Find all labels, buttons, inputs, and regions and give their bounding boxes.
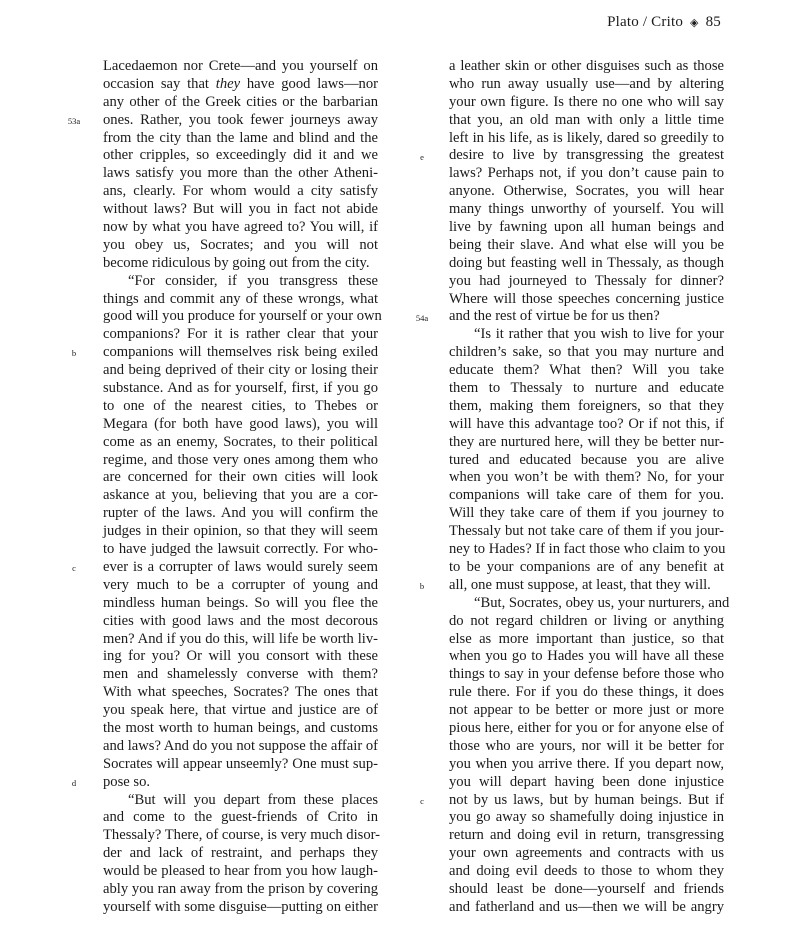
header-title: Plato / Crito [607, 14, 684, 30]
text-line: things and commit any of these wrongs, what [103, 290, 378, 307]
text-line: without laws? But will you in fact not abide [103, 201, 378, 218]
text-line: educate them? What then? Will you take [449, 362, 724, 379]
text-line: now by what you have agreed to? You will, if [103, 219, 378, 236]
text-line: left in his life, as is likely, dared so greedily to [449, 129, 724, 146]
text-line: “But will you depart from these places [128, 791, 378, 808]
text-line: other cripples, so exceedingly did it and we [103, 147, 378, 164]
text-line: you will depart having been done injustice [449, 773, 724, 790]
text-line: they are nurtured here, will they be better nur- [449, 433, 724, 450]
text-line: all, one must suppose, at least, that they will. [449, 576, 711, 593]
text-line: With what speeches, Socrates? The ones that [103, 684, 378, 701]
text-line: pose so. [103, 773, 151, 790]
text-line: a leather skin or other disguises such as those [449, 58, 724, 74]
text-line: tured and educated because you are alive [449, 451, 724, 468]
text-line: Where will those speeches concerning justice [449, 290, 724, 307]
text-line: companions will take care of them for you. [449, 487, 724, 504]
text-line: ones. Rather, you took fewer journeys away [103, 111, 378, 128]
text-line: doing but feasting well in Thessaly, as though [449, 254, 724, 271]
text-line: ing for you? Or will you consort with these [103, 648, 378, 665]
running-header [607, 14, 721, 31]
text-line: from the city than the lame and blind and the [103, 129, 378, 146]
text-line: and come to the guest-friends of Crito in [103, 809, 378, 826]
text-line: “For consider, if you transgress these [128, 272, 378, 289]
text-line: many things unworthy of yourself. You will [449, 201, 724, 218]
text-line: Megara (for both have good laws), you will [103, 415, 378, 432]
text-line: become ridiculous by going out from the city. [103, 254, 370, 271]
text-line: occasion say that they have good laws—nor [103, 75, 379, 92]
text-line: them to Thessaly to nurture and educate [449, 380, 724, 397]
text-line: companions will themselves risk being exiled [103, 344, 378, 361]
text-line: ney to Hades? If in fact those who claim to you [449, 541, 726, 558]
text-line: you when you arrive there. If you depart now, [449, 755, 724, 772]
text-line: your own figure. Is there no one who will say [449, 93, 724, 110]
text-line: judges in their opinion, so that they will seem [103, 523, 378, 540]
text-line: who run away usually use—and by altering [449, 75, 724, 92]
text-line: ans, clearly. For whom would a city satisfy [103, 183, 378, 200]
right-text-column [449, 58, 730, 917]
text-line: men and shamelessly converse with them? [103, 666, 378, 683]
text-line: would be pleased to hear from you how laugh- [103, 863, 378, 880]
text-line: Thessaly but not take care of them if you jour- [449, 523, 724, 540]
text-line: good will you produce for yourself or your own [103, 308, 382, 325]
text-line: “Is it rather that you wish to live for your [474, 326, 724, 343]
text-line: you had journeyed to Thessaly for dinner? [449, 272, 724, 289]
text-line: “But, Socrates, obey us, your nurturers, and [474, 594, 730, 611]
text-line: and fatherland and us—then we will be angry [449, 898, 724, 915]
text-line: rule there. For if you do these things, it does [449, 684, 724, 701]
text-line: being their slave. And what else will you be [449, 236, 724, 253]
stephanus-number: d [71, 778, 77, 788]
text-line: your own agreements and contracts with us [449, 845, 724, 862]
text-line: ably you ran away from the prison by covering [103, 880, 378, 897]
text-line: askance at you, believing that you are a cor- [103, 487, 378, 504]
text-line: men? And if you do this, will life be worth liv- [103, 630, 378, 647]
text-line: laws satisfy you more than the other Atheni- [103, 165, 378, 182]
text-line: them, making them foreigners, so that they [449, 397, 724, 414]
text-line: very much to be a corrupter of young and [103, 576, 378, 593]
text-line: ever is a corrupter of laws would surely seem [103, 558, 378, 575]
text-line: children’s sake, so that you may nurture and [449, 344, 724, 361]
text-line: come as an enemy, Socrates, to their political [103, 433, 378, 450]
text-line: Lacedaemon nor Crete—and you yourself on [103, 58, 378, 74]
text-line: else as more important than justice, so that [449, 630, 724, 647]
text-line: laws? Perhaps not, if you don’t cause pain to [449, 165, 724, 182]
text-line: do not regard children or living or anything [449, 612, 724, 629]
text-line: that you, an old man with only a little time [449, 111, 724, 128]
text-line: live by fawning upon all human beings and [449, 219, 724, 236]
stephanus-number: c [72, 563, 76, 574]
text-line: you speak here, that virtue and justice are of [103, 702, 378, 719]
text-line: substance. And as for yourself, first, if you go [103, 380, 378, 397]
text-line: and the rest of virtue be for us then? [449, 308, 660, 325]
text-line: when you won’t be with them? No, for your [449, 469, 724, 486]
text-line: rupter of the laws. And you will confirm the [103, 505, 378, 522]
text-line: should least be done—yourself and friends [449, 880, 724, 897]
text-line: Thessaly? There, of course, is very much disor- [103, 827, 381, 844]
text-line: and doing evil deeds to those to whom they [449, 863, 724, 880]
stephanus-number: c [420, 795, 424, 806]
text-line: you go away so shamefully doing injustice in [449, 809, 724, 826]
text-line: pious here, either for you or for anyone else of [449, 719, 724, 736]
text-line: yourself with some disguise—putting on either [103, 898, 378, 915]
text-line: Socrates will appear unseemly? One must sup- [103, 755, 378, 772]
stephanus-number: 53a [67, 115, 81, 126]
left-text-column [103, 58, 382, 917]
text-line: and being deprived of their city or losing their [103, 362, 378, 379]
text-line: when you go to Hades you will have all these [449, 648, 724, 665]
text-line: return and doing evil in return, transgressing [449, 827, 724, 844]
stephanus-number: b [419, 581, 425, 592]
text-line: those who are yours, nor will it be better for [449, 737, 724, 754]
text-line: you obey us, Socrates; and you will not [103, 236, 378, 253]
text-line: things to say in your defense before those who [449, 666, 724, 683]
stephanus-number: e [420, 151, 424, 162]
text-line: and laws? And do you not suppose the affair of [103, 737, 378, 754]
text-line: regime, and those very ones among them who [103, 451, 378, 468]
text-line: der and lack of restraint, and perhaps they [103, 845, 378, 862]
text-line: cities with good laws and the most decorous [103, 612, 378, 629]
text-line: to one of the nearest cities, to Thebes or [103, 397, 378, 414]
text-line: not appear to be better or more just or more [449, 702, 724, 719]
text-line: are concerned for their own cities will look [103, 469, 378, 486]
text-line: to be your companions are of any benefit at [449, 558, 724, 575]
text-line: the most worth to human beings, and customs [103, 719, 378, 736]
text-line: Will they take care of them if you journey to [449, 505, 724, 522]
text-line: mindless human beings. So will you flee the [103, 594, 378, 611]
text-line: companions? For it is rather clear that your [103, 326, 378, 343]
text-line: not by us laws, but by human beings. But if [449, 791, 724, 808]
text-line: any other of the Greek cities or the barbarian [103, 93, 378, 110]
text-line: anyone. Otherwise, Socrates, you will hear [449, 183, 724, 200]
text-line: desire to live by transgressing the greatest [449, 147, 724, 164]
page-number: 85 [705, 14, 721, 30]
header-ornament-icon: ◈ [689, 17, 699, 29]
stephanus-number: b [71, 348, 77, 359]
stephanus-number: 54a [415, 312, 429, 323]
text-line: to have judged the lawsuit correctly. For who- [103, 541, 378, 558]
text-line: will have this advantage too? Or if not this, if [449, 415, 724, 432]
